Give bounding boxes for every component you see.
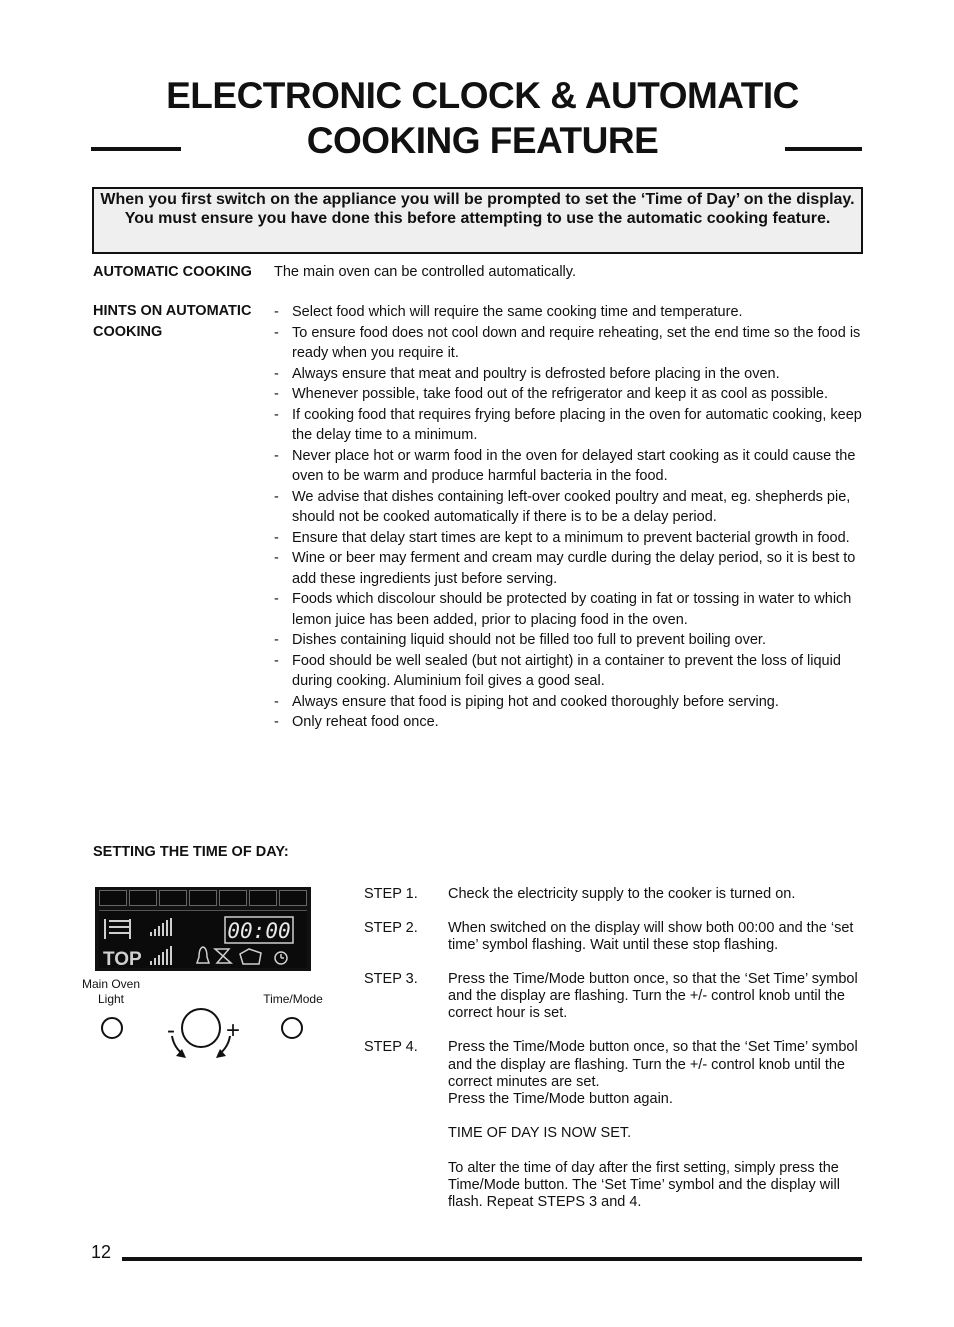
panel-button <box>219 890 247 906</box>
step-text: Press the Time/Mode button once, so that the ‘Set Time’ symbol and the display are flashing. Turn the +/- control knob until the correct minutes are set. Press the Time/Mode button again. <box>448 1039 858 1108</box>
hint-dash: - <box>274 488 279 505</box>
control-panel-display <box>95 887 311 971</box>
hint-item <box>274 589 864 630</box>
panel-button <box>249 890 277 906</box>
title-rule-left <box>91 147 181 151</box>
hint-item <box>274 630 864 651</box>
grill-icon <box>105 919 130 939</box>
hint-dash: - <box>274 365 279 382</box>
hint-dash: - <box>274 652 279 669</box>
step-label: STEP 3. <box>364 970 418 987</box>
main-oven-light-button <box>102 1018 122 1038</box>
hints-heading-line-1: HINTS ON AUTOMATIC <box>93 303 252 319</box>
hint-dash: - <box>274 529 279 546</box>
hint-item <box>274 446 864 487</box>
step-text: Check the electricity supply to the cooker is turned on. <box>448 886 796 902</box>
panel-button <box>129 890 157 906</box>
hint-dash: - <box>274 714 279 730</box>
hint-dash: - <box>274 304 279 320</box>
hint-text: Never place hot or warm food in the oven for delayed start cooking as it could cause the oven to be warm and produce harmful bacteria in the food. <box>292 447 856 484</box>
control-buttons-illustration <box>90 1000 350 1070</box>
hint-item <box>274 302 864 323</box>
hint-text: Select food which will require the same cooking time and temperature. <box>292 304 743 320</box>
knob-minus-symbol: - <box>167 1017 175 1044</box>
main-oven-light-label-line-2: Light <box>97 992 125 1006</box>
hints-list <box>274 302 864 733</box>
step-text: When switched on the display will show both 00:00 and the ‘set time’ symbol flashing. Wait until these stop flashing. <box>448 919 854 954</box>
hint-dash: - <box>274 550 279 566</box>
automatic-cooking-text: The main oven can be controlled automatically. <box>274 264 576 280</box>
step-label: STEP 2. <box>364 919 418 936</box>
panel-button <box>189 890 217 906</box>
hint-item <box>274 528 864 549</box>
panel-button-row <box>99 890 307 906</box>
signal-bars-icon-upper <box>150 918 172 936</box>
hint-item <box>274 692 864 713</box>
hint-item <box>274 364 864 385</box>
hint-text: Ensure that delay start times are kept to a minimum to prevent bacterial growth in food. <box>292 529 850 546</box>
hourglass-icon <box>215 949 231 963</box>
step-label: STEP 4. <box>364 1039 418 1056</box>
hint-text: Dishes containing liquid should not be filled too full to prevent boiling over. <box>292 632 766 648</box>
time-of-day-heading: SETTING THE TIME OF DAY: <box>93 844 289 860</box>
step-text: To alter the time of day after the first setting, simply press the Time/Mode button. The ‘Set Time’ symbol and the display will flash. Repeat STEPS 3 and 4. <box>448 1159 840 1211</box>
hint-dash: - <box>274 324 279 341</box>
hint-text: Only reheat food once. <box>292 714 439 730</box>
signal-bars-icon-lower <box>150 946 172 965</box>
clock-icon <box>275 952 287 964</box>
hint-dash: - <box>274 386 279 402</box>
hint-item <box>274 487 864 528</box>
bell-icon <box>197 947 209 963</box>
footer-rule <box>122 1257 862 1261</box>
hint-text: If cooking food that requires frying before placing in the oven for automatic cooking, keep the delay time to a minimum. <box>292 406 862 443</box>
hint-dash: - <box>274 406 279 423</box>
top-oven-label: TOP <box>103 949 142 968</box>
hint-dash: - <box>274 591 279 607</box>
title-line-2: COOKING FEATURE <box>306 120 659 161</box>
page-title <box>150 73 815 163</box>
panel-button <box>159 890 187 906</box>
pot-icon <box>240 949 261 964</box>
knob-plus-symbol: + <box>226 1017 241 1044</box>
time-mode-button <box>282 1018 302 1038</box>
main-oven-light-label-line-1: Main Oven <box>81 977 141 991</box>
hints-heading <box>93 301 251 343</box>
hint-text: We advise that dishes containing left-over cooked poultry and meat, eg. shepherds pie, should not be cooked automatically if there is to be a delay period. <box>292 488 851 525</box>
hint-text: Food should be well sealed (but not airtight) in a container to prevent the loss of liquid during cooking. Aluminium foil gives a good seal. <box>292 652 841 689</box>
hint-item <box>274 651 864 692</box>
hint-item <box>274 323 864 364</box>
hint-item <box>274 384 864 405</box>
panel-button <box>279 890 307 906</box>
step-3 <box>364 971 864 1023</box>
notice-text: When you first switch on the appliance you will be prompted to set the ‘Time of Day’ on the display. You must ensure you have done this before attempting to use the automatic cooking feature. <box>100 191 855 227</box>
step-1 <box>364 886 864 903</box>
hint-text: Always ensure that food is piping hot and cooked thoroughly before serving. <box>292 693 779 710</box>
hint-dash: - <box>274 693 279 710</box>
hint-text: Foods which discolour should be protected by coating in fat or tossing in water to which lemon juice has been added, prior to placing food in the oven. <box>292 591 852 628</box>
automatic-cooking-heading: AUTOMATIC COOKING <box>93 264 252 280</box>
control-knob <box>182 1009 220 1047</box>
time-mode-label: Time/Mode <box>263 992 323 1006</box>
page-number: 12 <box>91 1242 112 1262</box>
display-time: 00:00 <box>227 919 291 943</box>
panel-screen <box>99 910 307 968</box>
title-rule-right <box>785 147 862 151</box>
step-4 <box>364 1039 864 1211</box>
hints-heading-line-2: COOKING <box>93 324 163 340</box>
step-text: TIME OF DAY IS NOW SET. <box>448 1125 632 1142</box>
hint-dash: - <box>274 632 279 648</box>
hint-item <box>274 712 864 733</box>
hint-item <box>274 548 864 589</box>
hint-text: Whenever possible, take food out of the refrigerator and keep it as cool as possible. <box>292 386 829 402</box>
panel-screen-graphics <box>99 911 307 968</box>
hint-text: Wine or beer may ferment and cream may curdle during the delay period, so it is best to add these ingredients just before serving. <box>292 550 856 587</box>
hint-text: To ensure food does not cool down and require reheating, set the end time so the food is ready when you require it. <box>292 324 861 361</box>
step-text: Press the Time/Mode button once, so that the ‘Set Time’ symbol and the display are flashing. Turn the +/- control knob until the correct hour is set. <box>448 970 858 1022</box>
step-2 <box>364 920 864 955</box>
step-label: STEP 1. <box>364 886 418 902</box>
hint-item <box>274 405 864 446</box>
hint-dash: - <box>274 447 279 464</box>
hint-text: Always ensure that meat and poultry is defrosted before placing in the oven. <box>292 365 780 382</box>
panel-button <box>99 890 127 906</box>
title-line-1: ELECTRONIC CLOCK & AUTOMATIC <box>166 75 799 116</box>
notice-box <box>92 187 863 254</box>
time-of-day-steps <box>364 886 864 1228</box>
